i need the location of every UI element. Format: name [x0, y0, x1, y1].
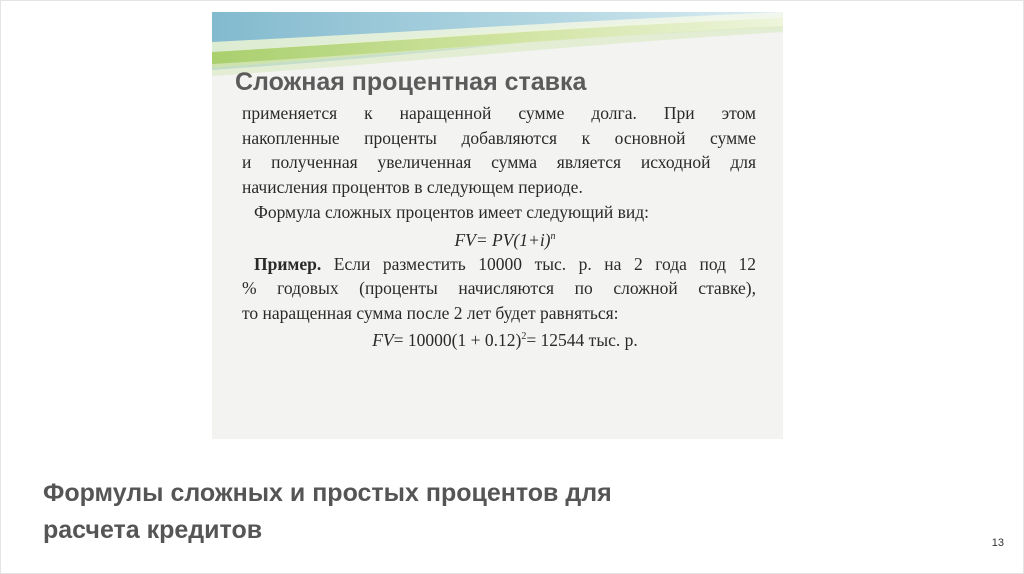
example-text: Если разместить 10000 тыс. р. на 2 года под 12 — [333, 253, 757, 274]
formula-exponent: n — [550, 230, 556, 242]
slide-body — [242, 101, 756, 353]
formula-main: FV= PV(1+i) — [454, 229, 551, 250]
example-line — [254, 252, 756, 277]
definition-paragraph — [242, 101, 756, 199]
formula-intro: Формула сложных процентов имеет следующий вид: — [254, 202, 650, 222]
slide-image — [212, 12, 783, 439]
paragraph-line: начисления процентов в следующем периоде. — [242, 176, 583, 197]
example-line: то наращенная сумма после 2 лет будет равняться: — [242, 302, 619, 323]
paragraph-line: накопленные проценты добавляются к основной сумме — [242, 127, 756, 148]
example-line: % годовых (проценты начисляются по сложной ставке), — [242, 278, 756, 299]
result-expression: = 10000(1 + 0.12) — [393, 330, 522, 351]
result-fv: FV — [372, 330, 394, 351]
page-number: 13 — [991, 537, 1004, 549]
result-tail: = 12544 тыс. р. — [526, 330, 638, 351]
paragraph-line: и полученная увеличенная сумма является исходной для — [242, 152, 756, 172]
slide-caption — [43, 475, 743, 549]
formula — [242, 225, 756, 252]
paragraph-line: применяется к наращенной сумме долга. При этом — [242, 103, 756, 123]
slide-title: Сложная процентная ставка — [235, 68, 587, 96]
example-label: Пример. — [254, 253, 322, 274]
result-exponent: 2 — [521, 331, 527, 343]
result-formula — [242, 325, 756, 352]
caption-line: расчета кредитов — [43, 516, 263, 544]
caption-line: Формулы сложных и простых процентов для — [43, 479, 612, 507]
example-paragraph — [242, 252, 756, 326]
